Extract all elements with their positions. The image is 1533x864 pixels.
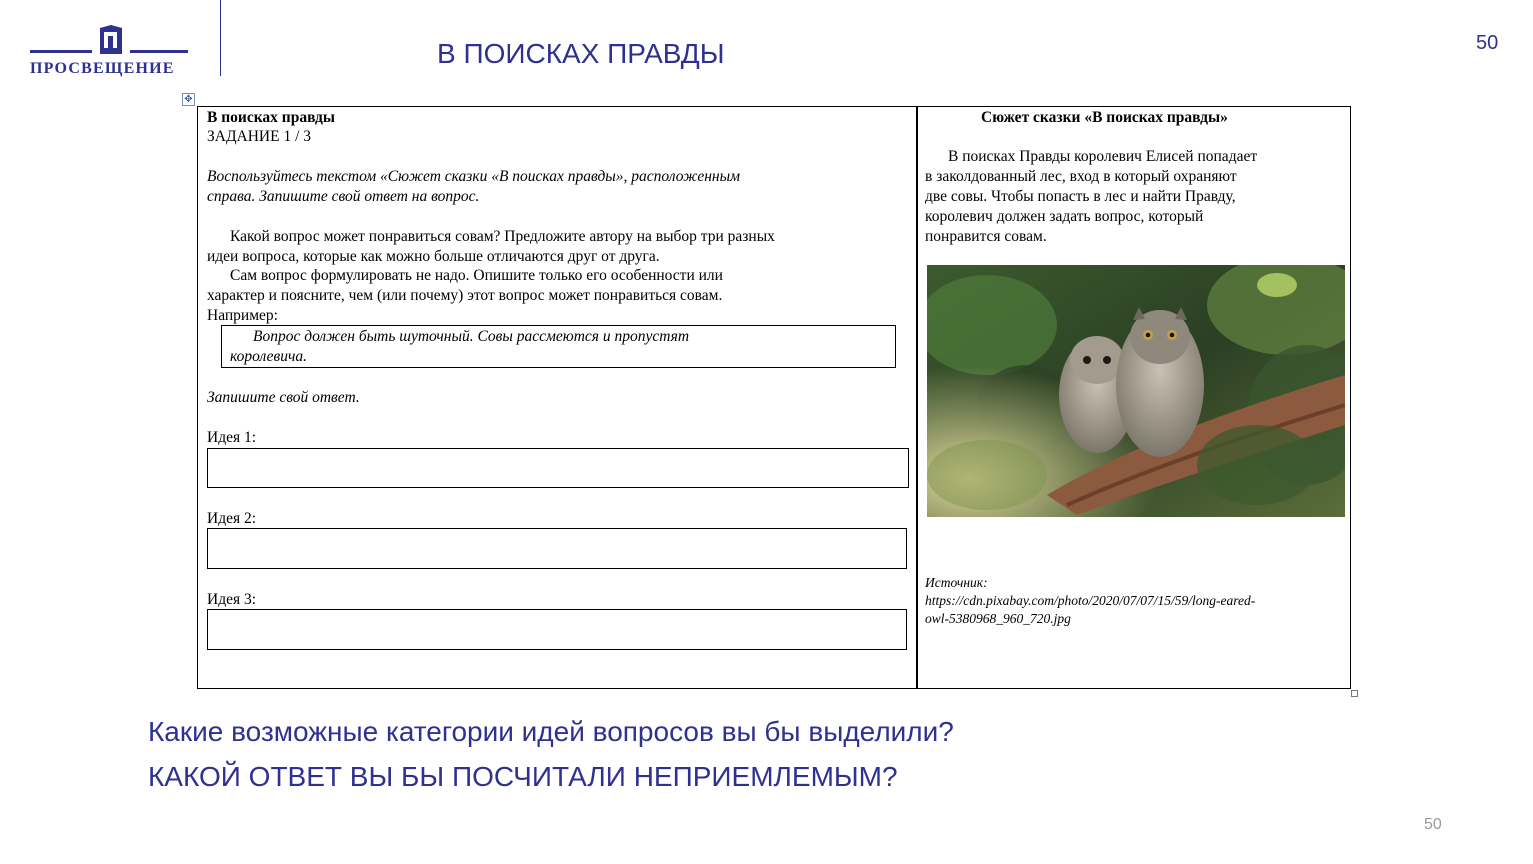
worksheet-table <box>197 106 1351 689</box>
question-line-3: Сам вопрос формулировать не надо. Опишите только его особенности или <box>230 267 723 284</box>
source-url-line-1[interactable]: https://cdn.pixabay.com/photo/2020/07/07/15/59/long-eared- <box>925 593 1256 608</box>
idea-1-label: Идея 1: <box>207 429 257 446</box>
question-line-2: идеи вопроса, которые как можно больше отличаются друг от друга. <box>207 248 660 265</box>
example-label: Например: <box>207 307 278 324</box>
story-line-5: понравится совам. <box>925 228 1047 245</box>
idea-3-label: Идея 3: <box>207 591 257 608</box>
page-number-bottom: 50 <box>1424 816 1442 833</box>
idea-2-answer-field[interactable] <box>207 528 907 569</box>
discussion-question-2: КАКОЙ ОТВЕТ ВЫ БЫ ПОСЧИТАЛИ НЕПРИЕМЛЕМЫМ? <box>148 761 898 792</box>
logo-line-right <box>130 50 188 53</box>
table-move-handle-icon[interactable]: ✥ <box>182 93 195 106</box>
owls-photo <box>927 265 1345 517</box>
story-line-4: королевич должен задать вопрос, который <box>925 208 1204 225</box>
example-line-1: Вопрос должен быть шуточный. Совы рассмеются и пропустят <box>253 328 690 345</box>
instruction-line-1: Воспользуйтесь текстом «Сюжет сказки «В поисках правды», расположенным <box>207 168 740 185</box>
logo-text: ПРОСВЕЩЕНИЕ <box>30 60 175 77</box>
question-line-1: Какой вопрос может понравиться совам? Предложите автору на выбор три разных <box>230 228 775 245</box>
answer-prompt: Запишите свой ответ. <box>207 389 360 406</box>
source-label: Источник: <box>925 575 988 590</box>
discussion-question-1: Какие возможные категории идей вопросов вы бы выделили? <box>148 716 954 747</box>
task-heading: В поисках правды <box>207 109 336 126</box>
story-line-3: две совы. Чтобы попасть в лес и найти Правду, <box>925 188 1236 205</box>
logo-line-left <box>30 50 92 53</box>
story-line-1: В поисках Правды королевич Елисей попадает <box>948 148 1258 165</box>
instruction-line-2: справа. Запишите свой ответ на вопрос. <box>207 188 480 205</box>
slide-title: В ПОИСКАХ ПРАВДЫ <box>437 38 725 69</box>
idea-3-answer-field[interactable] <box>207 609 907 650</box>
task-number: ЗАДАНИЕ 1 / 3 <box>207 128 312 145</box>
story-heading: Сюжет сказки «В поисках правды» <box>981 109 1228 126</box>
question-line-4: характер и поясните, чем (или почему) этот вопрос может понравиться совам. <box>207 287 723 304</box>
publisher-logo <box>30 24 192 80</box>
idea-2-label: Идея 2: <box>207 510 257 527</box>
page-number-top: 50 <box>1476 32 1499 54</box>
column-divider <box>916 107 918 688</box>
story-line-2: в заколдованный лес, вход в который охраняют <box>925 168 1237 185</box>
table-resize-handle[interactable] <box>1351 690 1358 697</box>
header-separator <box>220 0 221 76</box>
source-url-line-2[interactable]: owl-5380968_960_720.jpg <box>925 611 1071 626</box>
logo-emblem-icon <box>97 24 125 56</box>
example-line-2: королевича. <box>230 348 308 365</box>
idea-1-answer-field[interactable] <box>207 448 909 488</box>
